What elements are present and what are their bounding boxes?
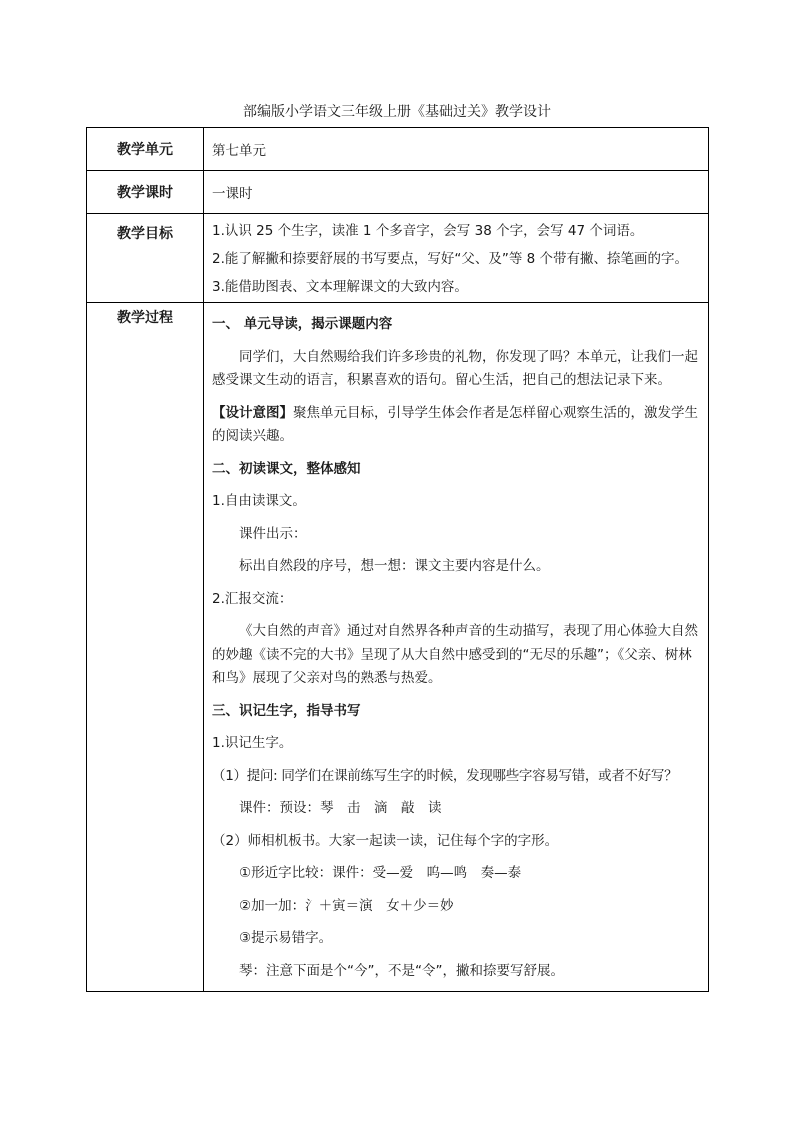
paragraph: 同学们，大自然赐给我们许多珍贵的礼物，你发现了吗？本单元，让我们一起感受课文生动的语言，积累喜欢的语句。留心生活，把自己的想法记录下来。 [212,348,698,388]
process-content [204,303,709,992]
char-note: 琴：注意下面是个“今”，不是“令”，撇和捺要写舒展。 [239,962,564,979]
objective-item: 1.认识 25 个生字，读准 1 个多音字，会写 38 个字，会写 47 个词语。 [212,223,644,239]
process-row [87,303,709,992]
courseware-label: 课件出示： [239,525,307,542]
paragraph: 《大自然的声音》通过对自然界各种声音的生动描写，表现了用心体验大自然的妙趣《读不完的大书》呈现了从大自然中感受到的“无尽的乐趣”；《父亲、树林和鸟》展现了父亲对鸟的熟悉与热爱。 [212,623,698,686]
process-label: 教学过程 [87,303,204,992]
objective-item: 2.能了解撇和捺要舒展的书写要点，写好“父、及”等 8 个带有撇、捺笔画的字。 [212,251,689,267]
section-heading: 三、识记生字，指导书写 [212,702,361,719]
period-row [87,171,709,214]
design-intent-tag: 【设计意图】 [212,404,293,421]
tip-item: ③提示易错字。 [239,930,333,946]
compare-item: ①形近字比较：课件：受—爱 呜—鸣 奏—泰 [239,865,522,881]
add-item: ②加一加：氵＋寅＝演 女＋少＝妙 [239,897,454,914]
unit-row [87,128,709,171]
unit-value: 第七单元 [204,128,709,171]
list-item: 1.识记生字。 [212,735,293,751]
document-title: 部编版小学语文三年级上册《基础过关》教学设计 [243,104,551,120]
question-item: （1）提问: 同学们在课前练写生字的时候，发现哪些字容易写错，或者不好写？ [212,767,678,784]
objectives-label: 教学目标 [87,214,204,303]
list-item: 1.自由读课文。 [212,493,306,509]
task-text: 标出自然段的序号，想一想：课文主要内容是什么。 [239,558,550,574]
objective-item: 3.能借助图表、文本理解课文的大致内容。 [212,279,468,295]
design-intent [212,402,704,449]
objectives-row [87,214,709,303]
objectives-list [204,214,709,303]
question-item: （2）师相机板书。大家一起读一读，记住每个字的字形。 [212,832,559,849]
period-value: 一课时 [204,171,709,214]
design-intent-text: 聚焦单元目标，引导学生体会作者是怎样留心观察生活的，激发学生的阅读兴趣。 [212,404,698,444]
section-heading: 一、 单元导读，揭示课题内容 [212,316,393,332]
lesson-plan-table [86,127,709,992]
unit-label: 教学单元 [87,128,204,171]
list-item: 2.汇报交流： [212,590,293,607]
preset-chars: 课件：预设：琴 击 滴 敲 读 [239,800,442,816]
section-heading: 二、初读课文，整体感知 [212,460,361,477]
period-label: 教学课时 [87,171,204,214]
